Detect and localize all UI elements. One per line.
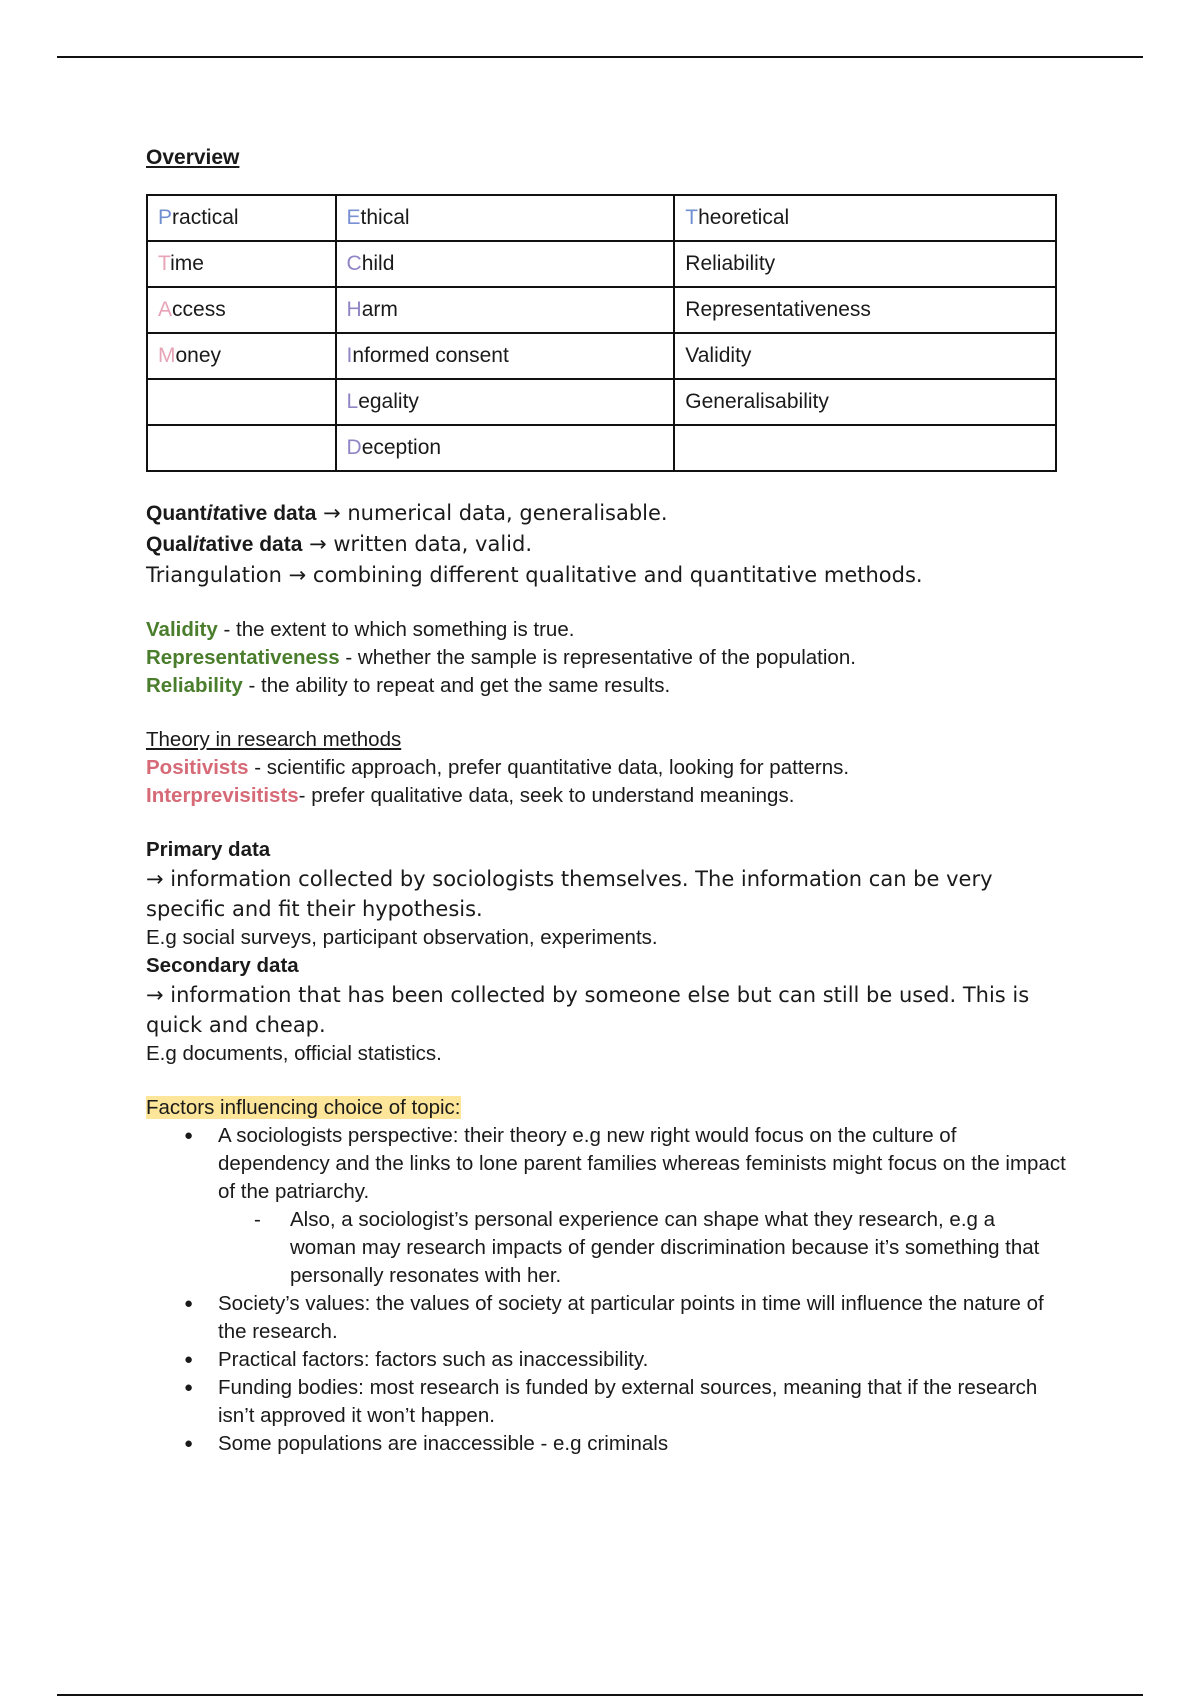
term-part: Quant: [146, 502, 207, 525]
definition-desc: - whether the sample is representative of the population.: [339, 646, 856, 669]
table-cell: Representativeness: [674, 287, 1056, 333]
bottom-rule: [57, 1694, 1143, 1696]
cell-initial: C: [346, 252, 362, 275]
table-cell: [336, 333, 675, 379]
term-part: ative data: [219, 502, 317, 525]
secondary-desc: → information that has been collected by someone else but can still be used. This is quick and cheap.: [146, 983, 1030, 1037]
table-row: [147, 425, 1056, 471]
definition-term: Reliability: [146, 674, 243, 697]
qualitative-line: [146, 529, 1066, 560]
table-cell: [336, 241, 675, 287]
list-item: ● Some populations are inaccessible - e.g criminals: [218, 1430, 1066, 1458]
table-cell: [336, 195, 675, 241]
cell-rest: ractical: [172, 206, 239, 229]
cell-initial: T: [685, 206, 699, 229]
cell-initial: E: [346, 206, 361, 229]
cell-initial: T: [158, 252, 171, 275]
sub-list-item: - Also, a sociologist’s personal experience can shape what they research, e.g a woman may research impacts of gender discrimination because it’s something that personally resonates with her.: [290, 1206, 1066, 1290]
cell-initial: A: [158, 298, 173, 321]
theory-desc: - prefer qualitative data, seek to understand meanings.: [298, 784, 795, 807]
definition-line: [146, 672, 1066, 700]
list-item: ● Practical factors: factors such as inaccessibility.: [218, 1346, 1066, 1374]
cell-initial: M: [158, 344, 176, 367]
table-cell: Validity: [674, 333, 1056, 379]
theory-desc: - scientific approach, prefer quantitative data, looking for patterns.: [248, 756, 850, 779]
sub-list: [218, 1206, 1066, 1290]
definition-desc: - the extent to which something is true.: [217, 618, 575, 641]
theory-heading: Theory in research methods: [146, 728, 402, 751]
cell-rest: oney: [175, 344, 222, 367]
theory-term: Interprevisitists: [146, 784, 299, 807]
table-cell: [674, 195, 1056, 241]
table-row: [147, 287, 1056, 333]
definition-desc: - the ability to repeat and get the same results.: [242, 674, 671, 697]
definition-term: Validity: [146, 618, 218, 641]
list-item: ● Society’s values: the values of society at particular points in time will influence the nature of the research.: [218, 1290, 1066, 1346]
triangulation-line: Triangulation → combining different qualitative and quantitative methods.: [146, 563, 923, 587]
factors-list: [146, 1122, 1066, 1458]
cell-initial: D: [346, 436, 362, 459]
definition-line: [146, 616, 1066, 644]
table-cell: [147, 241, 336, 287]
document-body: [146, 142, 1066, 1458]
cell-rest: ime: [170, 252, 204, 275]
cell-rest: nformed consent: [352, 344, 509, 367]
table-cell: Reliability: [674, 241, 1056, 287]
table-row: [147, 241, 1056, 287]
table-cell: [336, 379, 675, 425]
table-cell: Generalisability: [674, 379, 1056, 425]
list-item: ● Funding bodies: most research is funded by external sources, meaning that if the research isn’t approved it won’t happen.: [218, 1374, 1066, 1430]
cell-rest: heoretical: [698, 206, 790, 229]
term-part: ative data: [205, 533, 303, 556]
cell-rest: ccess: [172, 298, 226, 321]
definition-line: [146, 644, 1066, 672]
primary-desc: → information collected by sociologists themselves. The information can be very specific and fit their hypothesis.: [146, 867, 993, 921]
cell-initial: I: [346, 344, 353, 367]
cell-rest: thical: [360, 206, 410, 229]
top-rule: [57, 56, 1143, 58]
factors-heading-line: [146, 1094, 1066, 1122]
table-cell: [147, 425, 336, 471]
table-cell: [147, 333, 336, 379]
qualitative-term: [146, 533, 302, 556]
table-cell: [147, 195, 336, 241]
table-cell: [674, 425, 1056, 471]
definition-term: Representativeness: [146, 646, 340, 669]
table-row: [147, 379, 1056, 425]
theory-line: [146, 782, 1066, 810]
cell-rest: egality: [358, 390, 419, 413]
table-header-row: [147, 195, 1056, 241]
overview-table: [146, 194, 1057, 472]
cell-rest: eception: [361, 436, 442, 459]
table-cell: [336, 287, 675, 333]
cell-rest: hild: [361, 252, 395, 275]
cell-initial: L: [346, 390, 359, 413]
cell-initial: H: [346, 298, 362, 321]
term-part: it: [192, 533, 206, 556]
cell-rest: arm: [361, 298, 398, 321]
quantitative-line: [146, 498, 1066, 529]
list-item: [218, 1122, 1066, 1290]
term-part: Qual: [146, 533, 193, 556]
table-row: [147, 333, 1056, 379]
overview-heading: Overview: [146, 146, 240, 169]
factors-heading: Factors influencing choice of topic:: [146, 1096, 461, 1119]
primary-example: E.g social surveys, participant observation, experiments.: [146, 926, 658, 949]
theory-line: [146, 754, 1066, 782]
quantitative-term: [146, 502, 316, 525]
table-cell: [336, 425, 675, 471]
secondary-heading: Secondary data: [146, 954, 299, 977]
cell-initial: P: [158, 206, 173, 229]
table-cell: [147, 287, 336, 333]
term-part: it: [206, 502, 220, 525]
secondary-example: E.g documents, official statistics.: [146, 1042, 442, 1065]
qualitative-desc: → written data, valid.: [302, 532, 532, 556]
theory-term: Positivists: [146, 756, 249, 779]
primary-heading: Primary data: [146, 838, 271, 861]
table-cell: [147, 379, 336, 425]
list-item-text: A sociologists perspective: their theory e.g new right would focus on the culture of dependency and the links to lone parent families whereas feminists might focus on the impact of the patriarchy.: [218, 1124, 1066, 1203]
quantitative-desc: → numerical data, generalisable.: [316, 501, 668, 525]
